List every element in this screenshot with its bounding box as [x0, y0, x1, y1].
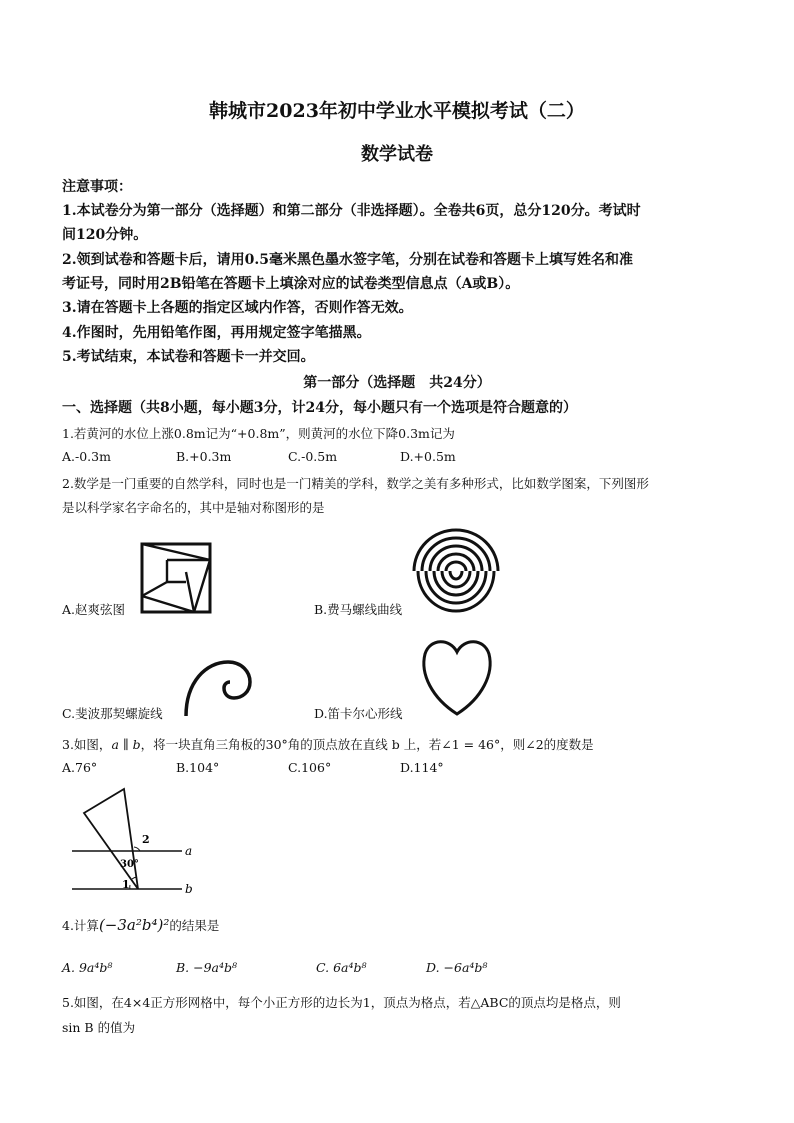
q3-label-30deg: 30° [120, 859, 139, 870]
note-line: 5.考试结束，本试卷和答题卡一并交回。 [62, 349, 315, 365]
part1-heading: 第一部分（选择题 共24分） [303, 375, 491, 391]
cardioid-figure [420, 634, 494, 718]
q2-option-b: B.费马螺线曲线 [314, 602, 403, 617]
question-3-stem [62, 735, 594, 753]
fermat-spiral-figure [410, 526, 502, 616]
fibonacci-spiral-figure [176, 652, 256, 718]
note-line: 2.领到试卷和答题卡后，请用0.5毫米黑色墨水签字笔，分别在试卷和答题卡上填写姓名和准 [62, 252, 633, 268]
note-line: 间120分钟。 [62, 227, 148, 243]
q4-option-d: D. −6a⁴b⁸ [426, 960, 488, 975]
q3-stem-prefix: 3.如图， [62, 737, 112, 752]
question-4-stem [62, 916, 219, 934]
q1-option-c: C.-0.5m [288, 449, 338, 464]
question-2-stem: 2.数学是一门重要的自然学科，同时也是一门精美的学科，数学之美有多种形式，比如数学图案，下列图形 [62, 476, 649, 491]
note-line: 考证号，同时用2B铅笔在答题卡上填涂对应的试卷类型信息点（A或B）。 [62, 276, 520, 292]
zhao-shuang-figure [140, 542, 212, 614]
q1-option-a: A.-0.3m [62, 449, 111, 464]
q4-stem-suffix: 的结果是 [169, 918, 220, 933]
q3-label-angle2: 2 [142, 833, 150, 846]
notes-heading: 注意事项： [62, 179, 132, 195]
q3-option-d: D.114° [400, 760, 444, 775]
q3-label-angle1: 1 [122, 878, 130, 891]
q2-option-d: D.笛卡尔心形线 [314, 706, 403, 721]
question-2-stem-cont: 是以科学家名字命名的，其中是轴对称图形的是 [62, 500, 325, 515]
note-line: 4.作图时，先用铅笔作图，再用规定签字笔描黑。 [62, 325, 371, 341]
q2-option-c: C.斐波那契螺旋线 [62, 706, 163, 721]
question-5-stem: 5.如图，在4×4正方形网格中，每个小正方形的边长为1，顶点为格点，若△ABC的顶点均是格点，则 [62, 995, 621, 1010]
q4-option-c: C. 6a⁴b⁸ [316, 960, 367, 975]
q4-option-b: B. −9a⁴b⁸ [176, 960, 238, 975]
q3-label-line-a: a [185, 844, 193, 858]
q3-option-c: C.106° [288, 760, 332, 775]
q4-expression: (−3a²b⁴)² [98, 916, 170, 934]
q4-option-a: A. 9a⁴b⁸ [62, 960, 113, 975]
q3-triangle-figure [70, 785, 200, 897]
section-heading: 一、选择题（共8小题，每小题3分，计24分，每小题只有一个选项是符合题意的） [62, 400, 577, 416]
q1-option-b: B.+0.3m [176, 449, 232, 464]
question-1-stem: 1.若黄河的水位上涨0.8m记为“+0.8m”，则黄河的水位下降0.3m记为 [62, 426, 455, 441]
note-line: 3.请在答题卡上各题的指定区域内作答，否则作答无效。 [62, 300, 413, 316]
q3-stem-rest: ，将一块直角三角板的30°角的顶点放在直线 b 上，若∠1 = 46°，则∠2的度数是 [140, 737, 594, 752]
note-line: 1.本试卷分为第一部分（选择题）和第二部分（非选择题）。全卷共6页，总分120分。考试时 [62, 203, 641, 219]
page-title: 韩城市2023年初中学业水平模拟考试（二） [209, 100, 585, 122]
q3-label-line-b: b [185, 882, 193, 896]
q2-option-a: A.赵爽弦图 [62, 602, 126, 617]
q4-stem-prefix: 4.计算 [62, 918, 99, 933]
question-5-stem-cont: sin B 的值为 [62, 1020, 136, 1035]
q1-option-d: D.+0.5m [400, 449, 456, 464]
q3-option-b: B.104° [176, 760, 220, 775]
page-subtitle: 数学试卷 [361, 144, 433, 165]
q3-option-a: A.76° [62, 760, 98, 775]
q3-parallel-expr: a ∥ b [111, 737, 141, 752]
